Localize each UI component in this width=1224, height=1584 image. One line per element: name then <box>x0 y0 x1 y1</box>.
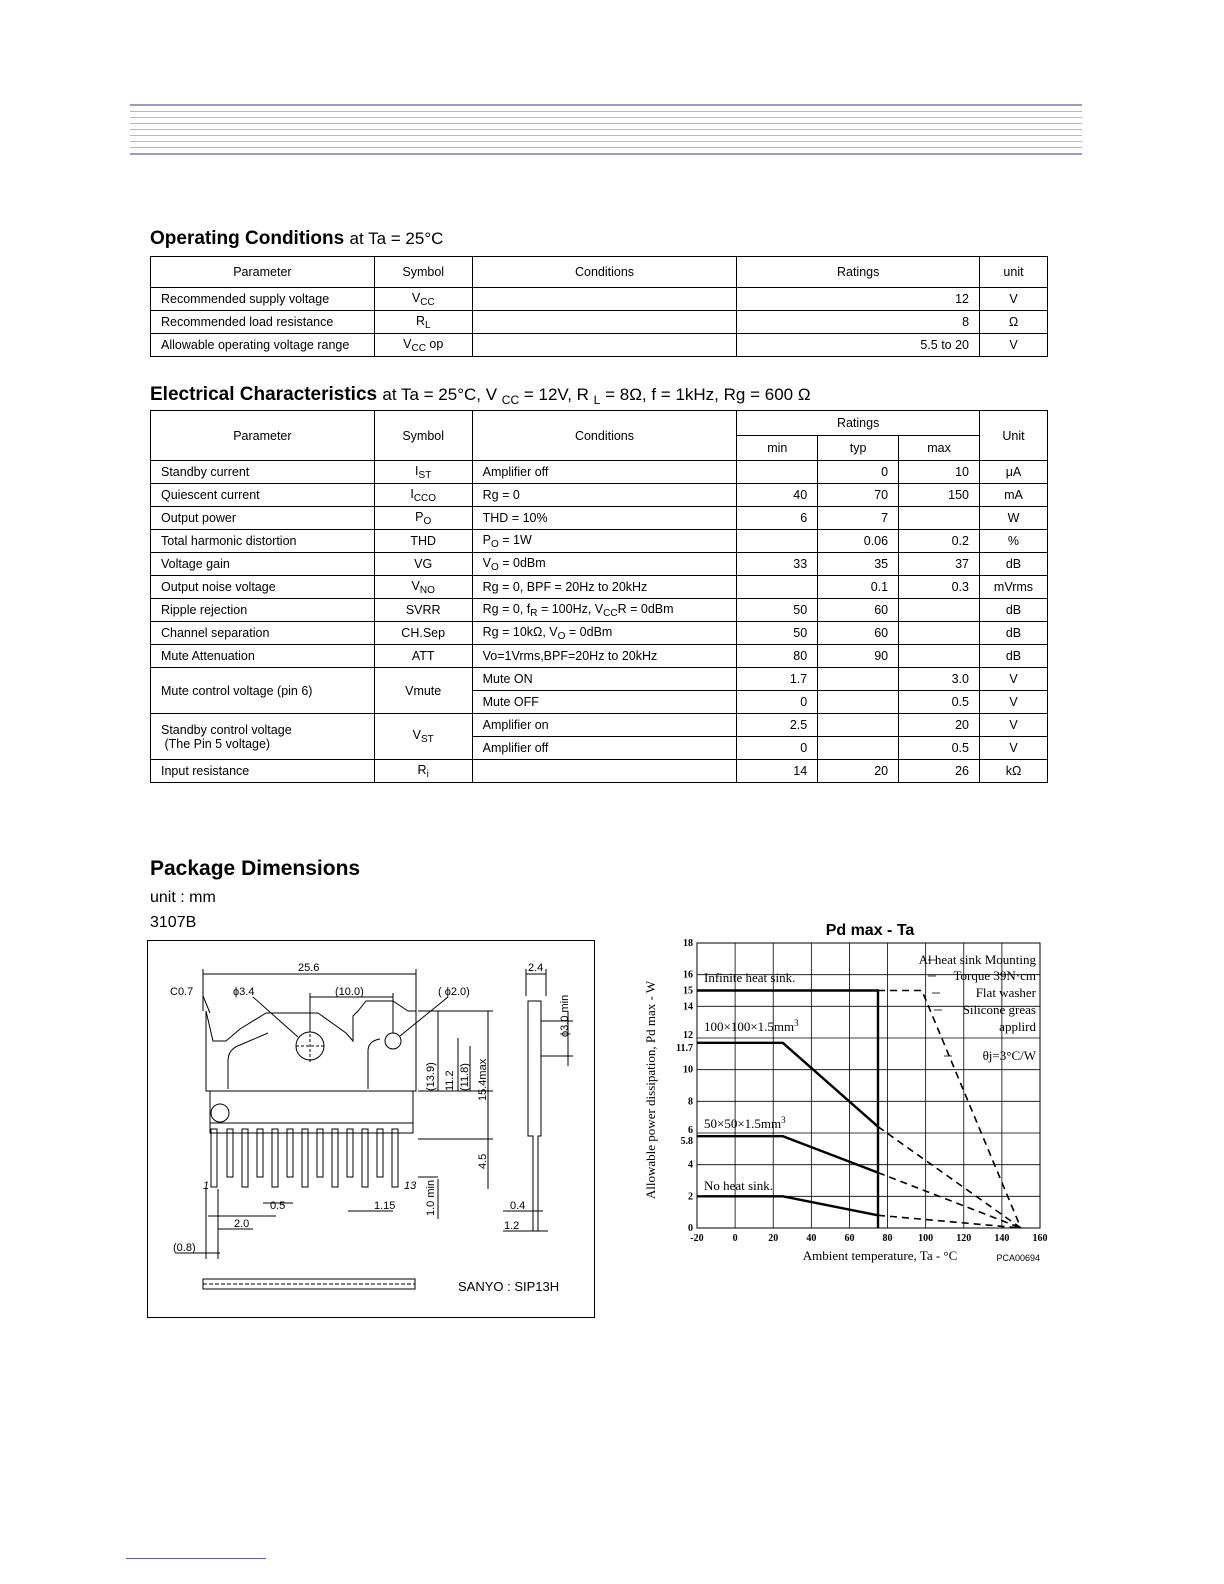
cell-cond <box>472 311 737 334</box>
cell-unit: % <box>979 530 1047 553</box>
cell-typ: 90 <box>818 645 899 668</box>
cell-rating: 12 <box>737 288 980 311</box>
sym: R <box>415 313 425 328</box>
dim-text: 13 <box>404 1180 417 1192</box>
dim-text: 2.0 <box>234 1218 250 1230</box>
package-code: 3107B <box>150 914 197 931</box>
cell-symbol: Vmute <box>374 668 472 714</box>
x-tick-label: 60 <box>844 1233 855 1244</box>
label-hs100-text: 100×100×1.5mm <box>704 1019 795 1034</box>
sym-sub: L <box>424 319 431 331</box>
dim-text: (13.9) <box>425 1062 437 1091</box>
series-line <box>697 1136 878 1172</box>
operating-table <box>150 256 1048 357</box>
label-infinite: Infinite heat sink. <box>704 970 796 985</box>
y-tick-label: 11.7 <box>676 1042 693 1054</box>
cell-unit: μA <box>979 461 1047 484</box>
table-row <box>151 622 1048 645</box>
table-header <box>151 411 1048 436</box>
cell-max: 0.2 <box>899 530 980 553</box>
cond-part: = 8Ω, f = 1kHz, Rg = 600 Ω <box>605 385 811 404</box>
sym-sub: ST <box>418 469 432 481</box>
dim-text: ϕ3.4 <box>233 986 255 998</box>
cell-min: 50 <box>737 622 818 645</box>
dim-text: 25.6 <box>298 962 320 974</box>
sym: I <box>410 486 414 501</box>
series-line <box>697 1043 878 1127</box>
sym: V <box>411 290 421 305</box>
label-al4: Silicone greas <box>962 1002 1036 1017</box>
package-outline-svg <box>148 941 594 1317</box>
cond-sub-l: L <box>593 393 601 407</box>
cell-typ <box>818 714 899 737</box>
dim-text: 2.4 <box>528 962 544 974</box>
th-symbol: Symbol <box>374 257 472 288</box>
maker-text: SANYO : SIP13H <box>458 1279 560 1294</box>
th-parameter: Parameter <box>151 411 375 461</box>
cell-symbol <box>374 760 472 783</box>
table-row <box>151 599 1048 622</box>
cell-cond: Rg = 0 <box>472 484 737 507</box>
cond-part: = 1W <box>498 532 532 547</box>
cell-max: 0.3 <box>899 576 980 599</box>
cell-min: 50 <box>737 599 818 622</box>
cell-typ: 70 <box>818 484 899 507</box>
cell-param: Output noise voltage <box>151 576 375 599</box>
sym: V <box>412 728 421 742</box>
cell-min: 40 <box>737 484 818 507</box>
cond-part: at Ta = 25°C, V <box>382 385 498 404</box>
label-nohs: No heat sink. <box>704 1178 773 1193</box>
label-hs50 <box>704 1115 786 1131</box>
electrical-table <box>150 410 1048 783</box>
th-ratings: Ratings <box>737 257 980 288</box>
x-tick-label: 120 <box>956 1233 972 1244</box>
package-drawing <box>147 940 595 1318</box>
x-tick-label: 80 <box>882 1233 893 1244</box>
sym: P <box>415 509 424 524</box>
cell-symbol <box>374 576 472 599</box>
cell-typ: 60 <box>818 599 899 622</box>
cell-symbol <box>374 461 472 484</box>
cond-part: = 100Hz, V <box>537 601 604 616</box>
cell-unit: dB <box>979 553 1047 576</box>
label-hs100-sup: 3 <box>794 1018 799 1028</box>
sym-sub: ST <box>420 734 434 745</box>
sym: V <box>403 336 412 351</box>
cell-typ: 35 <box>818 553 899 576</box>
cell-typ: 0 <box>818 461 899 484</box>
package-body <box>206 1001 416 1123</box>
cell-unit: V <box>980 288 1048 311</box>
cell-typ <box>818 737 899 760</box>
cell-max <box>899 507 980 530</box>
th-min: min <box>737 436 818 461</box>
cell-max: 0.5 <box>899 691 980 714</box>
sym: V <box>411 578 420 593</box>
label-al3: Flat washer <box>975 985 1036 1000</box>
chart-code: PCA00694 <box>996 1253 1040 1263</box>
series-line <box>878 1215 1021 1228</box>
pd-chart-svg <box>640 915 1060 1275</box>
cell-unit: mA <box>979 484 1047 507</box>
cell-unit: V <box>980 334 1048 357</box>
y-tick-label: 0 <box>688 1223 693 1234</box>
cell-typ <box>818 668 899 691</box>
th-parameter: Parameter <box>151 257 375 288</box>
label-hs50-sup: 3 <box>781 1115 786 1125</box>
electrical-cond <box>382 385 811 407</box>
y-tick-label: 8 <box>688 1096 693 1108</box>
header-rule <box>130 104 1082 160</box>
cell-typ <box>818 691 899 714</box>
cond-sub: CC <box>603 607 618 619</box>
cond-sub: O <box>490 561 499 573</box>
table-row <box>151 668 1048 691</box>
cell-symbol <box>374 714 472 760</box>
cell-max <box>899 622 980 645</box>
label-al2: Torque 39N·cm <box>953 968 1036 983</box>
dim-text: 1.15 <box>374 1200 396 1212</box>
chart-title: Pd max - Ta <box>825 922 915 939</box>
cell-cond <box>472 553 737 576</box>
th-symbol: Symbol <box>374 411 472 461</box>
dim-text: 15.4max <box>477 1058 489 1101</box>
dim-text: 0.4 <box>510 1200 526 1212</box>
table-row <box>151 714 1048 737</box>
y-tick-label: 14 <box>683 1001 693 1013</box>
cell-max: 0.5 <box>899 737 980 760</box>
dim-text: (0.8) <box>173 1242 196 1254</box>
cond-part: = 12V, R <box>523 385 589 404</box>
cell-symbol <box>374 599 472 622</box>
cell-typ: 20 <box>818 760 899 783</box>
dim-text: 0.5 <box>270 1200 286 1212</box>
cond-part: P <box>482 532 491 547</box>
cell-symbol <box>374 553 472 576</box>
cell-symbol <box>374 311 472 334</box>
cell-symbol <box>374 334 472 357</box>
cond-part: = 0dBm <box>498 555 546 570</box>
sym-sub: CCO <box>413 492 437 504</box>
param-line: Standby control voltage <box>161 722 292 737</box>
label-hs100 <box>704 1018 799 1034</box>
cell-cond: Amplifier off <box>472 461 737 484</box>
x-tick-label: 40 <box>806 1233 817 1244</box>
cell-max: 26 <box>899 760 980 783</box>
cell-cond <box>472 599 737 622</box>
electrical-title-text: Electrical Characteristics <box>150 384 378 405</box>
cell-unit: dB <box>979 599 1047 622</box>
cond-part: Rg = 0, f <box>482 601 531 616</box>
cell-param: Total harmonic distortion <box>151 530 375 553</box>
cell-cond <box>472 288 737 311</box>
dim-text: ( ϕ2.0) <box>438 986 470 998</box>
table-row <box>151 576 1048 599</box>
cell-unit: V <box>979 714 1047 737</box>
cond-part: V <box>482 555 491 570</box>
cell-param: Recommended supply voltage <box>151 288 375 311</box>
x-tick-label: 160 <box>1032 1233 1048 1244</box>
cell-max: 150 <box>899 484 980 507</box>
sym: ATT <box>411 649 435 663</box>
table-row <box>151 645 1048 668</box>
cell-param: Mute Attenuation <box>151 645 375 668</box>
table-row <box>151 288 1048 311</box>
dim-text: ϕ3.0 min <box>559 994 571 1037</box>
cell-min <box>737 576 818 599</box>
label-hs50-text: 50×50×1.5mm <box>704 1116 782 1131</box>
cell-cond <box>472 334 737 357</box>
sym: CH.Sep <box>401 626 446 640</box>
cell-rating: 5.5 to 20 <box>737 334 980 357</box>
x-tick-label: 20 <box>768 1233 779 1244</box>
label-theta: θj=3°C/W <box>982 1048 1036 1063</box>
cell-typ: 60 <box>818 622 899 645</box>
footer-rule <box>126 1558 266 1559</box>
dim-text: 1 <box>203 1180 210 1192</box>
sym-sub: CC <box>411 342 426 354</box>
sym-sub: CC <box>420 296 435 308</box>
table-row <box>151 311 1048 334</box>
cell-typ: 0.06 <box>818 530 899 553</box>
y-tick-label: 16 <box>683 969 693 981</box>
cell-min: 1.7 <box>737 668 818 691</box>
cell-typ: 0.1 <box>818 576 899 599</box>
label-al1: Al heat sink Mounting <box>918 952 1036 967</box>
cond-sub: R <box>530 607 538 619</box>
cell-min: 0 <box>737 691 818 714</box>
cell-unit: mVrms <box>979 576 1047 599</box>
y-tick-label: 5.8 <box>680 1136 693 1148</box>
chart-x-ticks <box>690 1233 1047 1244</box>
x-tick-label: 140 <box>994 1233 1010 1244</box>
series-line <box>697 1196 878 1215</box>
cell-max <box>899 599 980 622</box>
cell-param: Channel separation <box>151 622 375 645</box>
y-tick-label: 15 <box>683 985 693 997</box>
y-tick-label: 2 <box>688 1191 693 1203</box>
cell-min <box>737 461 818 484</box>
dim-text: 1.2 <box>504 1220 520 1232</box>
cell-max: 10 <box>899 461 980 484</box>
cell-unit: kΩ <box>979 760 1047 783</box>
sym: SVRR <box>405 603 441 617</box>
cell-param: Input resistance <box>151 760 375 783</box>
cell-unit: Ω <box>980 311 1048 334</box>
cond-part: Rg = 10kΩ, V <box>482 624 558 639</box>
mount-hole-small <box>385 1033 401 1049</box>
y-tick-label: 10 <box>683 1064 693 1076</box>
table-row <box>151 461 1048 484</box>
th-unit: unit <box>980 257 1048 288</box>
table-row <box>151 334 1048 357</box>
cell-min: 2.5 <box>737 714 818 737</box>
cell-cond <box>472 622 737 645</box>
pd-chart <box>640 915 1060 1275</box>
sym: R <box>417 762 427 777</box>
cell-symbol <box>374 645 472 668</box>
y-tick-label: 12 <box>683 1030 693 1041</box>
cell-max: 37 <box>899 553 980 576</box>
dim-text: 11.2 <box>444 1070 456 1091</box>
cell-unit: dB <box>979 645 1047 668</box>
sym-sub: NO <box>419 584 435 596</box>
cell-rating: 8 <box>737 311 980 334</box>
th-max: max <box>899 436 980 461</box>
cell-param: Ripple rejection <box>151 599 375 622</box>
table-row <box>151 507 1048 530</box>
th-ratings: Ratings <box>737 411 980 436</box>
cell-cond: THD = 10% <box>472 507 737 530</box>
cell-typ: 7 <box>818 507 899 530</box>
cell-unit: V <box>979 668 1047 691</box>
electrical-title <box>150 384 811 407</box>
th-conditions: Conditions <box>472 411 737 461</box>
sym: THD <box>410 534 437 548</box>
dim-text: (11.8) <box>459 1063 471 1091</box>
cell-min: 6 <box>737 507 818 530</box>
package-unit: unit : mm <box>150 889 216 906</box>
cell-cond <box>472 760 737 783</box>
cell-cond: Amplifier off <box>472 737 737 760</box>
operating-title-text: Operating Conditions <box>150 228 345 249</box>
cell-max <box>899 645 980 668</box>
dim-text: (10.0) <box>335 986 364 998</box>
cond-sub-cc: CC <box>501 393 520 407</box>
cell-max: 20 <box>899 714 980 737</box>
cell-param: Allowable operating voltage range <box>151 334 375 357</box>
x-tick-label: 0 <box>732 1233 738 1244</box>
sym-sub: i <box>426 768 429 780</box>
operating-title <box>150 228 443 250</box>
cell-cond: Vo=1Vrms,BPF=20Hz to 20kHz <box>472 645 737 668</box>
cell-symbol <box>374 288 472 311</box>
side-view <box>528 1001 541 1231</box>
y-tick-label: 6 <box>688 1125 693 1136</box>
cell-cond: Mute OFF <box>472 691 737 714</box>
series-line <box>878 1173 1021 1228</box>
param-line: (The Pin 5 voltage) <box>161 736 271 751</box>
table-row <box>151 484 1048 507</box>
th-unit: Unit <box>979 411 1047 461</box>
cond-sub: O <box>490 538 499 550</box>
table-row <box>151 530 1048 553</box>
chart-ylabel: Allowable power dissipation, Pd max - W <box>643 980 658 1200</box>
cell-unit: W <box>979 507 1047 530</box>
table-row <box>151 760 1048 783</box>
cell-min: 14 <box>737 760 818 783</box>
cell-unit: V <box>979 691 1047 714</box>
th-typ: typ <box>818 436 899 461</box>
package-title: Package Dimensions <box>150 857 361 880</box>
cell-min: 80 <box>737 645 818 668</box>
dim-text: 1.0 min <box>425 1179 437 1216</box>
cell-max: 3.0 <box>899 668 980 691</box>
chart-y-ticks <box>676 938 693 1234</box>
cell-symbol <box>374 484 472 507</box>
cell-unit: dB <box>979 622 1047 645</box>
cell-symbol <box>374 507 472 530</box>
cell-unit: V <box>979 737 1047 760</box>
cond-sub: O <box>557 630 566 642</box>
cell-min: 33 <box>737 553 818 576</box>
cell-min: 0 <box>737 737 818 760</box>
th-conditions: Conditions <box>472 257 737 288</box>
label-al5: applird <box>999 1019 1036 1034</box>
cell-min <box>737 530 818 553</box>
sym: VG <box>414 557 433 571</box>
chart-xlabel: Ambient temperature, Ta - °C <box>802 1248 958 1263</box>
y-tick-label: 4 <box>688 1159 693 1171</box>
x-tick-label: 100 <box>918 1233 934 1244</box>
cell-cond: Mute ON <box>472 668 737 691</box>
y-tick-label: 18 <box>683 938 693 949</box>
x-tick-label: -20 <box>690 1233 704 1244</box>
cell-param: Output power <box>151 507 375 530</box>
cell-cond <box>472 530 737 553</box>
sym: I <box>415 463 419 478</box>
cell-param: Quiescent current <box>151 484 375 507</box>
cell-param: Voltage gain <box>151 553 375 576</box>
cell-cond: Amplifier on <box>472 714 737 737</box>
sym-sub: O <box>423 515 432 527</box>
pins <box>210 1123 413 1187</box>
dim-text: 4.5 <box>477 1153 489 1169</box>
cell-param: Mute control voltage (pin 6) <box>151 668 375 714</box>
table-row <box>151 553 1048 576</box>
cell-param: Recommended load resistance <box>151 311 375 334</box>
cell-symbol <box>374 622 472 645</box>
sym-suffix: op <box>425 336 444 351</box>
cell-param <box>151 714 375 760</box>
cond-part: R = 0dBm <box>617 601 674 616</box>
table-header <box>151 257 1048 288</box>
operating-cond: at Ta = 25°C <box>349 229 444 248</box>
cond-part: = 0dBm <box>565 624 613 639</box>
cell-symbol <box>374 530 472 553</box>
dim-text: C0.7 <box>170 986 194 998</box>
cell-param: Standby current <box>151 461 375 484</box>
pin1-marker <box>211 1104 229 1122</box>
cell-cond: Rg = 0, BPF = 20Hz to 20kHz <box>472 576 737 599</box>
